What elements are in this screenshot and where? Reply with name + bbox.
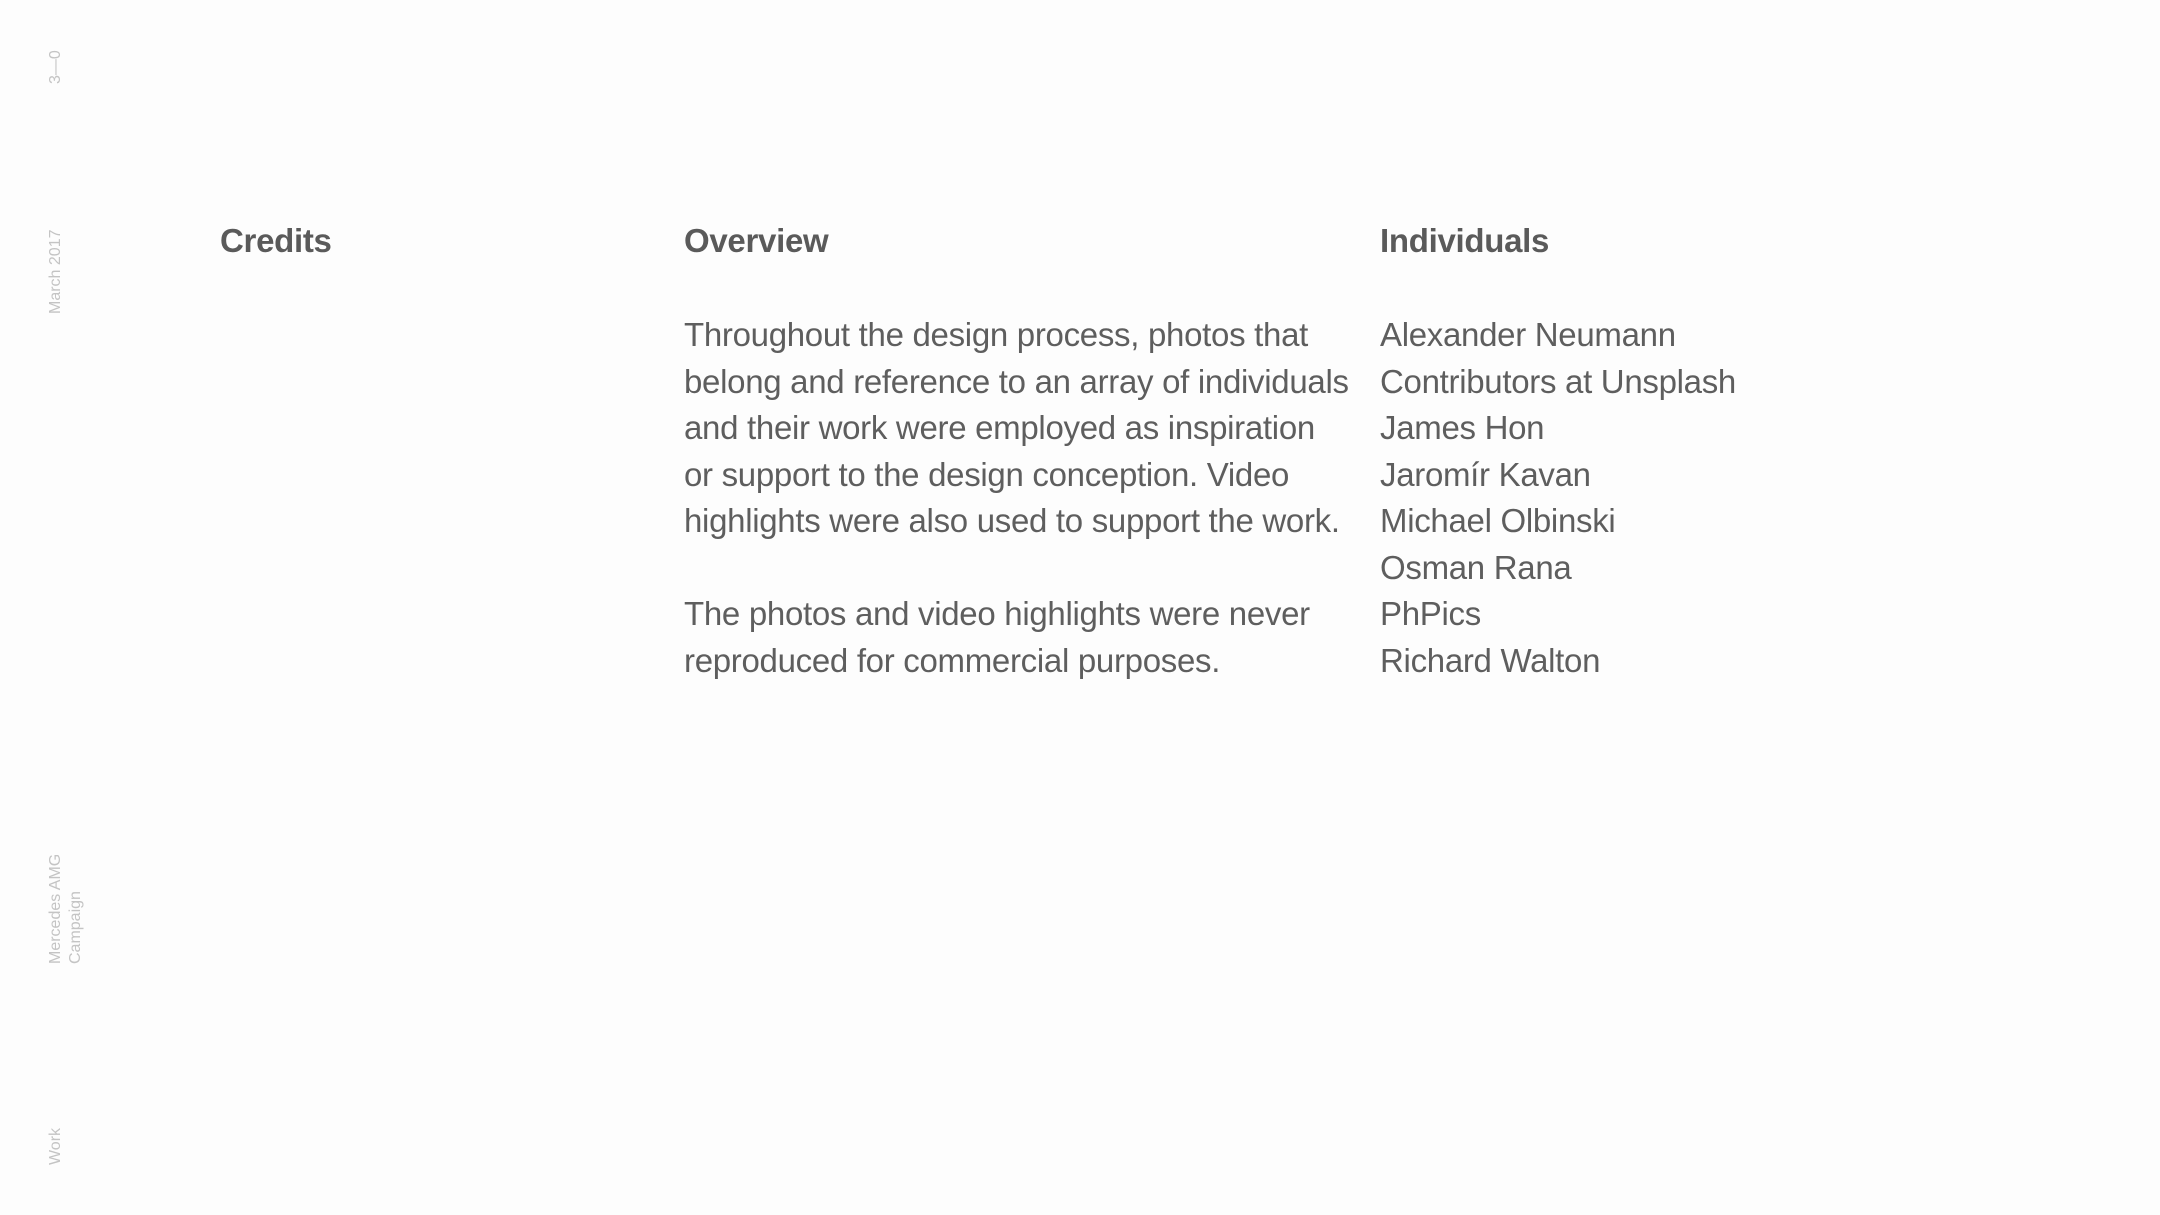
project-label bbox=[46, 854, 86, 964]
section-label: Work bbox=[47, 1127, 64, 1165]
individual-name: Osman Rana bbox=[1380, 548, 1572, 586]
credits-heading: Credits bbox=[220, 222, 332, 259]
overview-heading: Overview bbox=[684, 222, 829, 259]
individual-name: Jaromír Kavan bbox=[1380, 455, 1591, 493]
project-label-line2: Campaign bbox=[67, 891, 84, 964]
page-number: 3—0 bbox=[47, 50, 64, 84]
project-label-line1: Mercedes AMG bbox=[47, 853, 64, 964]
individual-name: Michael Olbinski bbox=[1380, 502, 1616, 539]
date-label: March 2017 bbox=[47, 229, 64, 314]
individual-name: Richard Walton bbox=[1380, 641, 1601, 679]
overview-paragraph-1: Throughout the design process, photos that belong and reference to an array of individuals and their work were employed as inspiration or support to the design conception. Video highlights were also used to support the work. bbox=[684, 316, 1349, 539]
individual-name: Alexander Neumann bbox=[1380, 316, 1676, 353]
individual-name: James Hon bbox=[1380, 409, 1545, 446]
overview-text bbox=[684, 312, 1374, 731]
overview-paragraph-2: The photos and video highlights were never reproduced for commercial purposes. bbox=[684, 595, 1310, 679]
individuals-heading: Individuals bbox=[1380, 222, 1550, 259]
individual-name: Contributors at Unsplash bbox=[1380, 362, 1736, 400]
individual-name: PhPics bbox=[1380, 595, 1481, 632]
individuals-list bbox=[1380, 312, 1736, 684]
